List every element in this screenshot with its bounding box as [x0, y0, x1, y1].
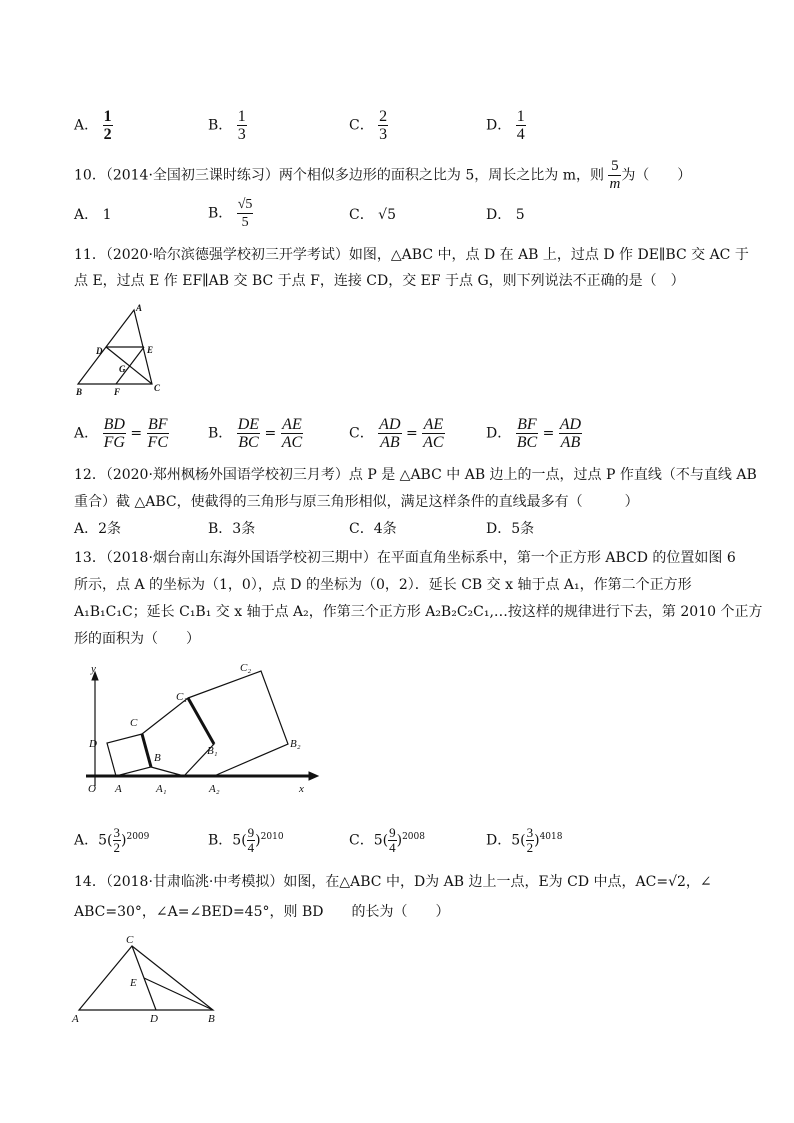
- square-a1b1c1c: [142, 698, 214, 776]
- label-c1: C₁: [176, 691, 188, 703]
- segment-c1b1-bold: [188, 698, 214, 744]
- q13-stem-line2: 所示，点 A 的坐标为（1，0），点 D 的坐标为（0，2）．延长 CB 交 x 轴于点 A₁，作第二个正方形: [74, 577, 692, 593]
- q11-option-c[interactable]: C． $\frac{AD}{AB}$ = $\frac{AE}{AC}$: [349, 416, 444, 451]
- label-e: E: [147, 345, 154, 355]
- label-c: C: [154, 383, 161, 393]
- q13-option-d[interactable]: D．5( $\frac{3}{2}$ )$^{4018}$: [486, 825, 563, 855]
- q13-option-c[interactable]: C．5( $\frac{9}{4}$ )$^{2008}$: [349, 825, 425, 855]
- label-a: A: [136, 303, 143, 313]
- q9-option-c[interactable]: C． $\frac{2}{3}$: [349, 108, 388, 143]
- label-d: D: [150, 1013, 158, 1024]
- q11-stem-line2: 点 E，过点 E 作 EF∥AB 交 BC 于点 F，连接 CD，交 EF 于点 G，则下列说法不正确的是（ ）: [74, 273, 685, 289]
- q10-option-d[interactable]: D． 5: [486, 207, 525, 223]
- q10-option-a[interactable]: A． 1: [74, 207, 112, 223]
- label-y: y: [91, 663, 96, 675]
- x-axis-arrow: [309, 772, 318, 780]
- q13-squares-figure: [80, 658, 330, 798]
- q12-stem-line1: 12．（2020·郑州枫杨外国语学校初三月考）点 P 是 △ABC 中 AB 边上的一点，过点 P 作直线（不与直线 AB: [74, 467, 757, 483]
- q11-option-b[interactable]: B． $\frac{DE}{BC}$ = $\frac{AE}{AC}$: [208, 416, 303, 451]
- q12-option-d[interactable]: D．5条: [486, 521, 535, 537]
- q9-option-a[interactable]: A． $\frac{1}{2}$: [74, 108, 112, 143]
- label-a: A: [115, 783, 122, 795]
- q9-option-b[interactable]: B． $\frac{1}{3}$: [208, 108, 246, 143]
- label-c: C: [126, 934, 134, 946]
- label-a: A: [72, 1013, 79, 1024]
- q10-stem: 10．（2014·全国初三课时练习）两个相似多边形的面积之比为 5，周长之比为 m，则 $\frac{5}{m}$ 为（ ）: [74, 158, 692, 192]
- q14-stem-line1: 14．（2018·甘肃临洮·中考模拟）如图，在△ABC 中，D为 AB 边上一点，E为 CD 中点，AC=√2，∠: [74, 874, 712, 890]
- q11-option-a[interactable]: A． $\frac{BD}{FG}$ = $\frac{BF}{FC}$: [74, 416, 168, 451]
- q9-c-fraction: $\frac{2}{3}$: [379, 108, 388, 143]
- q13-stem-line4: 形的面积为（ ）: [74, 631, 200, 647]
- q11-stem-line1: 11．（2020·哈尔滨德强学校初三开学考试）如图，△ABC 中，点 D 在 AB 上，过点 D 作 DE∥BC 交 AC 于: [74, 247, 749, 263]
- label-o: O: [88, 783, 96, 795]
- label-x: x: [299, 783, 304, 795]
- q9-b-fraction: $\frac{1}{3}$: [237, 108, 246, 143]
- label-a2: A₂: [209, 783, 220, 795]
- label-b: B: [208, 1013, 215, 1024]
- q9-a-fraction: $\frac{1}{2}$: [103, 108, 112, 143]
- label-a1: A₁: [156, 783, 167, 795]
- q9-option-d[interactable]: D． $\frac{1}{4}$: [486, 108, 525, 143]
- label-g: G: [119, 364, 126, 374]
- label-b: B: [154, 752, 161, 764]
- q13-option-b[interactable]: B．5( $\frac{9}{4}$ )$^{2010}$: [208, 825, 284, 855]
- label-c2: C₂: [240, 662, 252, 674]
- q12-option-c[interactable]: C．4条: [349, 521, 397, 537]
- q10-fraction: $\frac{5}{m}$: [609, 158, 621, 192]
- label-c: C: [130, 717, 138, 729]
- label-b: B: [76, 387, 83, 397]
- q13-stem-line3: A₁B₁C₁C；延长 C₁B₁ 交 x 轴于点 A₂，作第三个正方形 A₂B₂C₂C₁,…按这样的规律进行下去，第 2010 个正方: [74, 604, 763, 620]
- q13-option-a[interactable]: A．5( $\frac{3}{2}$ )$^{2009}$: [74, 825, 150, 855]
- q12-stem-line2: 重合）截 △ABC，使截得的三角形与原三角形相似，满足这样条件的直线最多有（ ）: [74, 494, 639, 510]
- q10-option-c[interactable]: C． √5: [349, 207, 396, 223]
- q13-stem-line1: 13．（2018·烟台南山东海外国语学校初三期中）在平面直角坐标系中，第一个正方形 ABCD 的位置如图 6: [74, 550, 736, 566]
- q11-option-d[interactable]: D． $\frac{BF}{BC}$ = $\frac{AD}{AB}$: [486, 416, 582, 451]
- label-f: F: [114, 387, 121, 397]
- label-b2: B₂: [290, 738, 301, 750]
- label-e: E: [130, 977, 137, 989]
- label-b1: B₁: [207, 745, 218, 757]
- q14-stem-line2: ABC=30°，∠A=∠BED=45°，则 BD 的长为（ ）: [74, 904, 450, 920]
- segment-dc: [106, 347, 152, 384]
- q9-d-fraction: $\frac{1}{4}$: [516, 108, 525, 143]
- label-d: D: [96, 346, 103, 356]
- segment-cb-bold: [142, 734, 151, 767]
- q12-option-a[interactable]: A．2条: [74, 521, 122, 537]
- q14-triangle-figure: [70, 932, 220, 1024]
- q10-option-b[interactable]: B． $\frac{√5}{5}$: [208, 197, 253, 230]
- label-d: D: [89, 738, 97, 750]
- q10-b-fraction: $\frac{√5}{5}$: [237, 197, 253, 230]
- q12-option-b[interactable]: B．3条: [208, 521, 256, 537]
- q11-triangle-figure: [72, 298, 172, 398]
